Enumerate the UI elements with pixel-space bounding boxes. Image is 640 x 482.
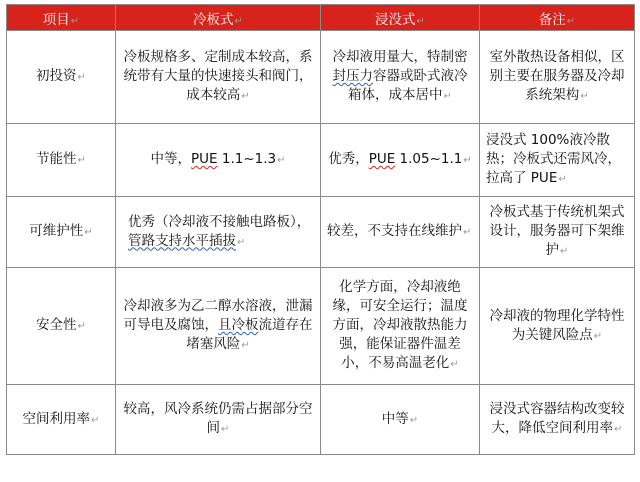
- immersion-cell: 化学方面，冷却液绝缘，可安全运行；温度方面，冷却液散热能力强，能保证器件温差小，不易高温老化↵: [321, 268, 480, 385]
- immersion-cell: 优秀，PUE 1.05~1.1↵: [321, 124, 480, 197]
- note-cell: 冷板式基于传统机架式设计，服务器可下架维护↵: [480, 197, 635, 268]
- table-row-maintainability: [7, 197, 635, 268]
- cold-plate-cell: 优秀（冷却液不接触电路板），管路支持水平插拔↵: [116, 197, 321, 268]
- table-row-initial-investment: [7, 31, 635, 124]
- table-row-safety: [7, 268, 635, 385]
- cold-plate-cell: 冷板规格多、定制成本较高，系统带有大量的快速接头和阀门，成本较高↵: [116, 31, 321, 124]
- row-label: 安全性↵: [7, 268, 116, 385]
- immersion-cell: 较差，不支持在线维护↵: [321, 197, 480, 268]
- row-label: 节能性↵: [7, 124, 116, 197]
- comparison-table-container: [6, 4, 634, 455]
- note-cell: 浸没式 100%液冷散热；冷板式还需风冷，拉高了 PUE↵: [480, 124, 635, 197]
- header-row: [7, 5, 635, 31]
- header-item: 项目↵: [7, 5, 116, 31]
- row-label: 可维护性↵: [7, 197, 116, 268]
- header-note: 备注↵: [480, 5, 635, 31]
- cold-plate-cell: 冷却液多为乙二醇水溶液，泄漏可导电及腐蚀，且冷板流道存在堵塞风险↵: [116, 268, 321, 385]
- immersion-cell: 中等↵: [321, 385, 480, 455]
- row-label: 初投资↵: [7, 31, 116, 124]
- note-cell: 冷却液的物理化学特性为关键风险点↵: [480, 268, 635, 385]
- row-label: 空间利用率↵: [7, 385, 116, 455]
- cold-plate-cell: 较高，风冷系统仍需占据部分空间↵: [116, 385, 321, 455]
- cooling-comparison-table: [6, 4, 635, 455]
- immersion-cell: 冷却液用量大，特制密封压力容器或卧式液冷箱体，成本居中↵: [321, 31, 480, 124]
- header-cold-plate: 冷板式↵: [116, 5, 321, 31]
- table-row-energy-efficiency: [7, 124, 635, 197]
- note-cell: 室外散热设备相似，区别主要在服务器及冷却系统架构↵: [480, 31, 635, 124]
- header-immersion: 浸没式↵: [321, 5, 480, 31]
- table-row-space-utilization: [7, 385, 635, 455]
- note-cell: 浸没式容器结构改变较大，降低空间利用率↵: [480, 385, 635, 455]
- cold-plate-cell: 中等，PUE 1.1~1.3↵: [116, 124, 321, 197]
